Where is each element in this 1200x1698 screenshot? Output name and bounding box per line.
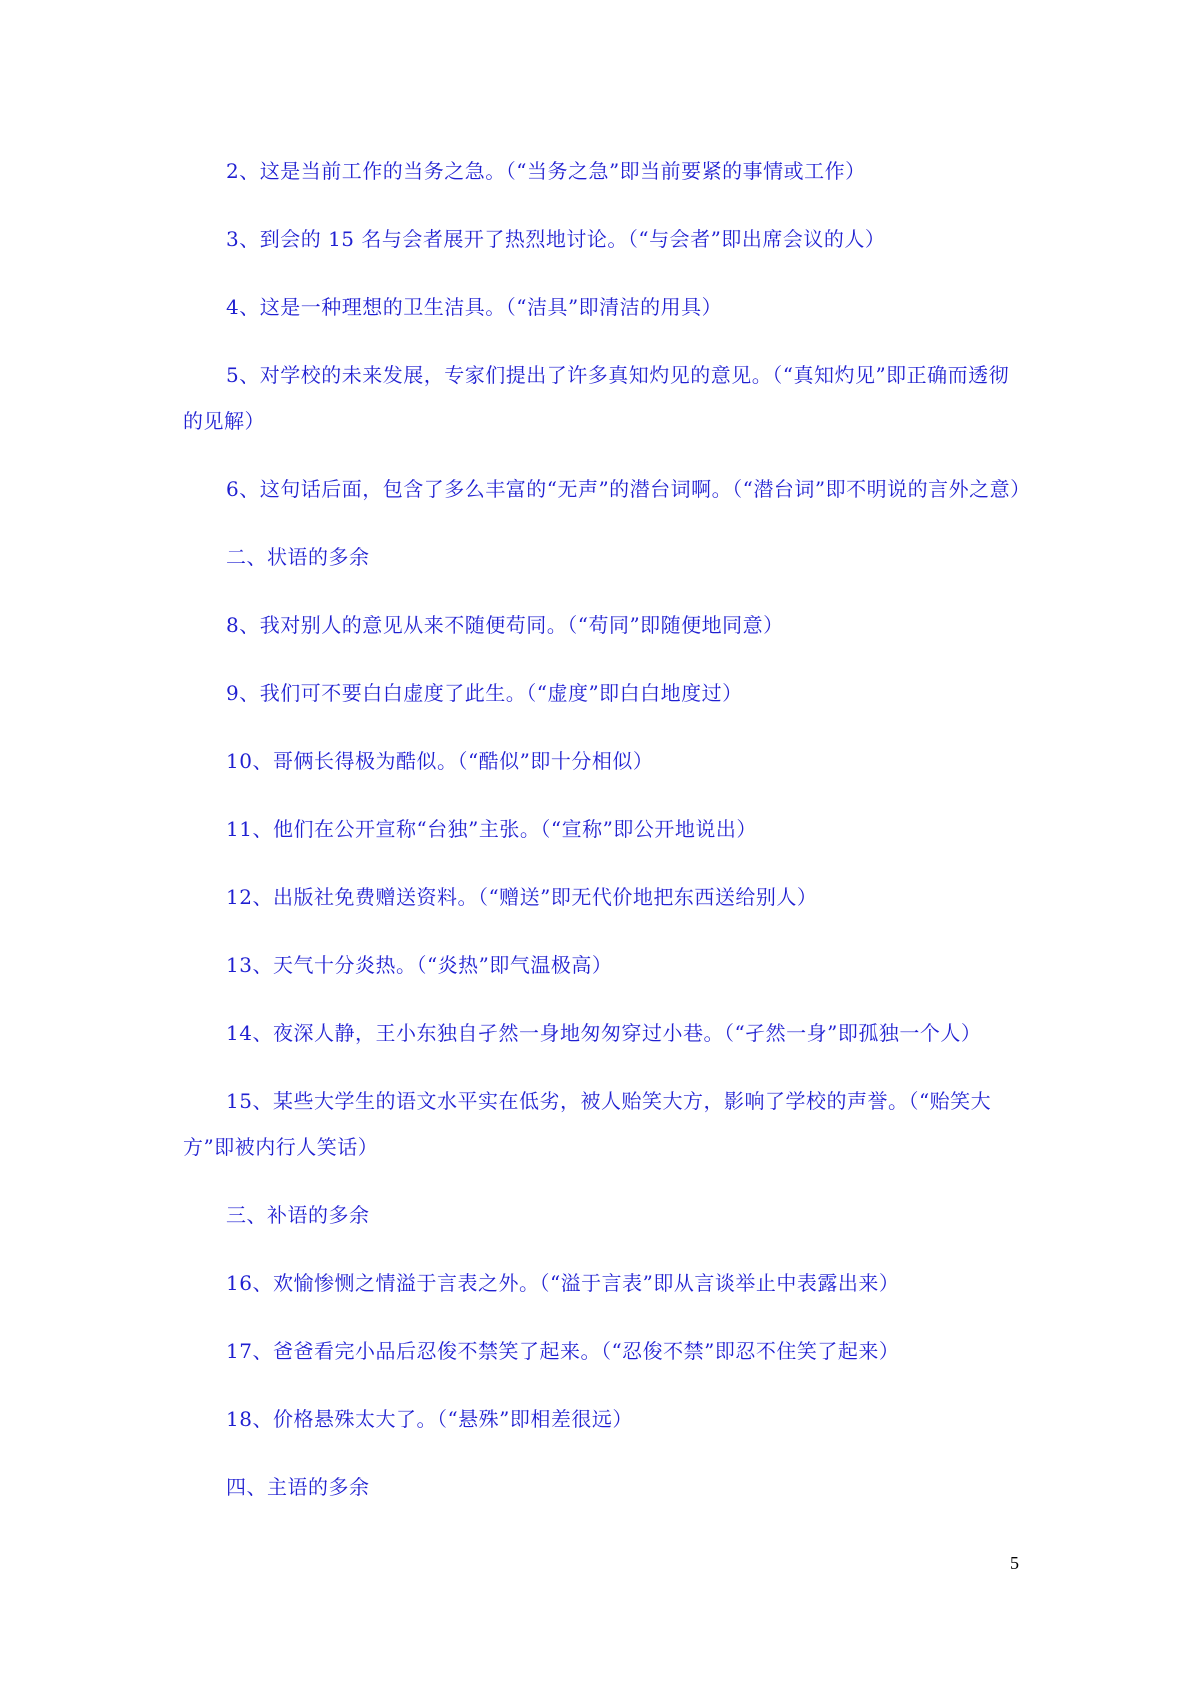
paragraph-item-9: 9、我们可不要白白虚度了此生。（“虚度”即白白地度过） bbox=[226, 681, 743, 705]
paragraph-item-17: 17、爸爸看完小品后忍俊不禁笑了起来。（“忍俊不禁”即忍不住笑了起来） bbox=[226, 1339, 900, 1363]
paragraph-item-16: 16、欢愉惨恻之情溢于言表之外。（“溢于言表”即从言谈举止中表露出来） bbox=[226, 1271, 900, 1295]
paragraph-item-5: 5、对学校的未来发展，专家们提出了许多真知灼见的意见。（“真知灼见”即正确而透彻的见解） bbox=[183, 363, 1010, 433]
paragraph-item-18: 18、价格悬殊太大了。（“悬殊”即相差很远） bbox=[226, 1407, 633, 1431]
document-body bbox=[183, 148, 1031, 1532]
paragraph-item-11: 11、他们在公开宣称“台独”主张。（“宣称”即公开地说出） bbox=[226, 817, 757, 841]
section-heading-subject: 四、主语的多余 bbox=[226, 1475, 370, 1499]
section-heading-complement: 三、补语的多余 bbox=[226, 1203, 370, 1227]
section-heading-adverbial: 二、状语的多余 bbox=[226, 545, 370, 569]
paragraph-item-13: 13、天气十分炎热。（“炎热”即气温极高） bbox=[226, 953, 613, 977]
paragraph-item-2: 2、这是当前工作的当务之急。（“当务之急”即当前要紧的事情或工作） bbox=[226, 159, 866, 183]
paragraph-item-15: 15、某些大学生的语文水平实在低劣，被人贻笑大方，影响了学校的声誉。（“贻笑大方”即被内行人笑话） bbox=[183, 1089, 992, 1159]
page-number: 5 bbox=[1010, 1553, 1019, 1573]
paragraph-item-8: 8、我对别人的意见从来不随便苟同。（“苟同”即随便地同意） bbox=[226, 613, 784, 637]
paragraph-item-10: 10、哥俩长得极为酷似。（“酷似”即十分相似） bbox=[226, 749, 654, 773]
paragraph-item-4: 4、这是一种理想的卫生洁具。（“洁具”即清洁的用具） bbox=[226, 295, 723, 319]
paragraph-item-6: 6、这句话后面，包含了多么丰富的“无声”的潜台词啊。（“潜台词”即不明说的言外之意） bbox=[226, 477, 1031, 501]
paragraph-item-3: 3、到会的 15 名与会者展开了热烈地讨论。（“与会者”即出席会议的人） bbox=[226, 227, 886, 251]
paragraph-item-14: 14、夜深人静，王小东独自孑然一身地匆匆穿过小巷。（“孑然一身”即孤独一个人） bbox=[226, 1021, 982, 1045]
paragraph-item-12: 12、出版社免费赠送资料。（“赠送”即无代价地把东西送给别人） bbox=[226, 885, 818, 909]
